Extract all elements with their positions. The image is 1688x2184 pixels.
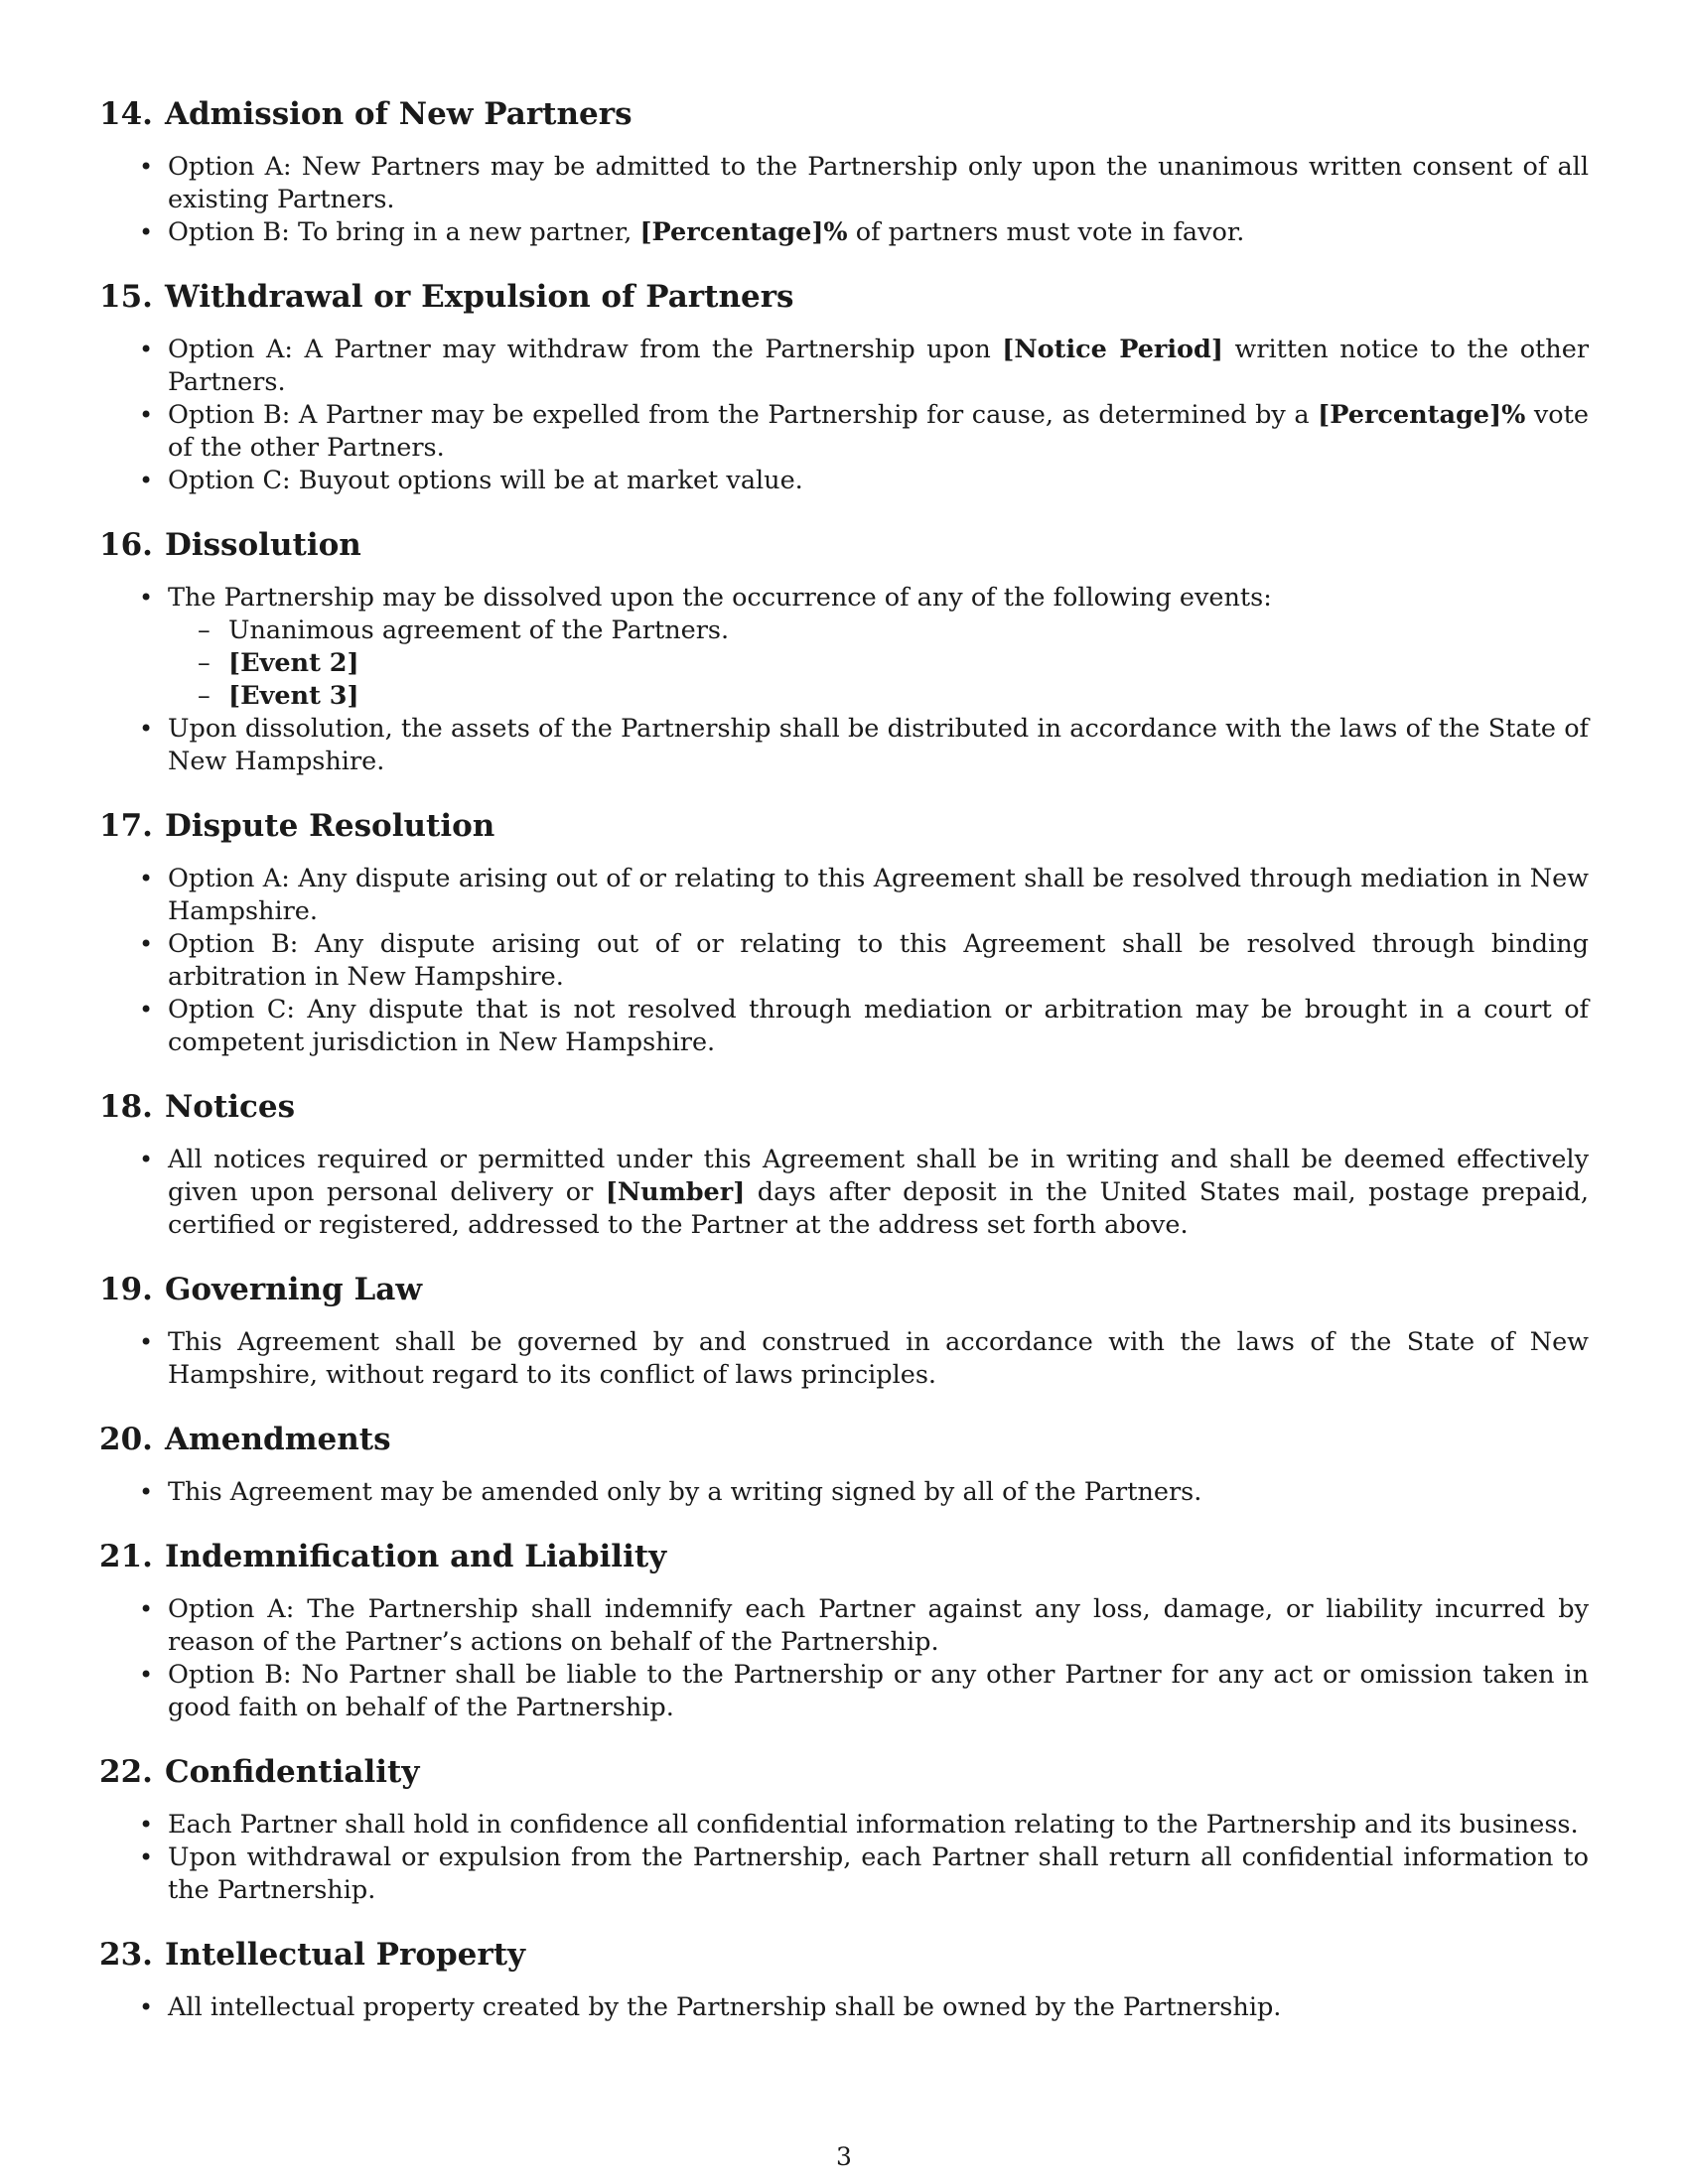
- list-item: [99, 1144, 1589, 1242]
- page-number: 3: [836, 2142, 852, 2171]
- list-item: [99, 713, 1589, 778]
- section-title: Notices: [164, 1089, 296, 1125]
- text-run: Option B: To bring in a new partner,: [168, 217, 640, 247]
- section-title: Admission of New Partners: [164, 96, 633, 132]
- section-title: Indemnification and Liability: [164, 1539, 667, 1574]
- sub-list-item: [168, 614, 1589, 647]
- text-run: Option B: Any dispute arising out of or relating to this Agreement shall be resolved through binding arbitration in New Hampshire.: [168, 929, 1589, 992]
- text-run: Option A: The Partnership shall indemnify each Partner against any loss, damage, or liability incurred by reason of the Partner’s actions on behalf of the Partnership.: [168, 1594, 1589, 1657]
- section-heading: [99, 94, 1589, 134]
- placeholder-field: [Event 3]: [228, 681, 359, 711]
- list-item: [99, 399, 1589, 465]
- text-run: Upon withdrawal or expulsion from the Partnership, each Partner shall return all confidential information to the Partnership.: [168, 1843, 1589, 1905]
- list-item: [99, 1809, 1589, 1842]
- sub-list-item: [168, 647, 1589, 680]
- section: [99, 1537, 1589, 1724]
- section-heading: [99, 525, 1589, 565]
- text-run: All intellectual property created by the Partnership shall be owned by the Partnership.: [168, 1992, 1282, 2022]
- list-item: [99, 863, 1589, 928]
- placeholder-field: [Number]: [605, 1177, 746, 1207]
- text-run: Option B: A Partner may be expelled from the Partnership for cause, as determined by a: [168, 400, 1319, 430]
- list-item: [99, 1593, 1589, 1659]
- list-item: [99, 1326, 1589, 1392]
- bullet-list: [99, 151, 1589, 249]
- text-run: This Agreement shall be governed by and construed in accordance with the laws of the State of New Hampshire, without regard to its conflict of laws principles.: [168, 1327, 1589, 1390]
- placeholder-field: [Notice Period]: [1002, 335, 1223, 364]
- section-title: Dispute Resolution: [164, 808, 495, 844]
- section-title: Dissolution: [164, 527, 361, 563]
- sub-list-item: [168, 680, 1589, 713]
- section-heading: [99, 1420, 1589, 1459]
- text-run: Unanimous agreement of the Partners.: [228, 615, 730, 645]
- bullet-list: [99, 1144, 1589, 1242]
- section-title: Withdrawal or Expulsion of Partners: [164, 279, 794, 315]
- list-item: [99, 1476, 1589, 1509]
- section-heading: [99, 1752, 1589, 1792]
- section-number: 15.: [99, 279, 153, 315]
- bullet-list: [99, 863, 1589, 1059]
- bullet-list: [99, 1476, 1589, 1509]
- list-item: [99, 994, 1589, 1059]
- section: [99, 1935, 1589, 2024]
- section-number: 23.: [99, 1937, 153, 1973]
- text-run: This Agreement may be amended only by a writing signed by all of the Partners.: [168, 1477, 1202, 1507]
- list-item: [99, 1991, 1589, 2024]
- bullet-list: [99, 1326, 1589, 1392]
- bullet-list: [99, 1809, 1589, 1907]
- section: [99, 1087, 1589, 1242]
- bullet-list: [99, 334, 1589, 497]
- text-run: written notice to the other Partners.: [168, 335, 1590, 397]
- sub-list: [168, 614, 1589, 713]
- text-run: days after deposit in the United States mail, postage prepaid, certified or registered, addressed to the Partner at the address set forth above.: [168, 1177, 1589, 1240]
- list-item: [99, 928, 1589, 994]
- text-run: of partners must vote in favor.: [847, 217, 1245, 247]
- section-number: 19.: [99, 1272, 153, 1307]
- text-run: Option A: A Partner may withdraw from the Partnership upon: [168, 335, 1003, 364]
- section-title: Intellectual Property: [164, 1937, 526, 1973]
- section-number: 20.: [99, 1422, 153, 1457]
- section-heading: [99, 1087, 1589, 1127]
- list-item: [99, 465, 1589, 497]
- text-run: vote of the other Partners.: [168, 400, 1589, 463]
- text-run: Each Partner shall hold in confidence all confidential information relating to the Partnership and its business.: [168, 1810, 1579, 1840]
- text-run: Option C: Buyout options will be at market value.: [168, 466, 803, 495]
- document-body: [99, 94, 1589, 2052]
- list-item: [99, 216, 1589, 249]
- list-item: [99, 1659, 1589, 1724]
- bullet-list: [99, 1991, 1589, 2024]
- section-heading: [99, 1270, 1589, 1309]
- section-heading: [99, 806, 1589, 846]
- section: [99, 94, 1589, 249]
- section: [99, 1752, 1589, 1907]
- text-run: Option A: Any dispute arising out of or relating to this Agreement shall be resolved through mediation in New Hampshire.: [168, 864, 1589, 926]
- section-title: Governing Law: [164, 1272, 423, 1307]
- section-heading: [99, 1935, 1589, 1975]
- section-number: 14.: [99, 96, 153, 132]
- bullet-list: [99, 582, 1589, 778]
- placeholder-field: [Percentage]%: [1318, 400, 1526, 430]
- text-run: Option A: New Partners may be admitted to the Partnership only upon the unanimous written consent of all existing Partners.: [168, 152, 1589, 214]
- section-heading: [99, 277, 1589, 317]
- placeholder-field: [Event 2]: [228, 648, 359, 678]
- section-number: 21.: [99, 1539, 153, 1574]
- section-number: 16.: [99, 527, 153, 563]
- text-run: Option B: No Partner shall be liable to the Partnership or any other Partner for any act or omission taken in good faith on behalf of the Partnership.: [168, 1660, 1589, 1722]
- section: [99, 525, 1589, 778]
- section: [99, 1270, 1589, 1392]
- section: [99, 806, 1589, 1059]
- section-title: Amendments: [164, 1422, 391, 1457]
- text-run: The Partnership may be dissolved upon the occurrence of any of the following events:: [168, 583, 1272, 613]
- section: [99, 277, 1589, 497]
- text-run: Upon dissolution, the assets of the Partnership shall be distributed in accordance with the laws of the State of New Hampshire.: [168, 714, 1589, 776]
- text-run: Option C: Any dispute that is not resolved through mediation or arbitration may be brought in a court of competent jurisdiction in New Hampshire.: [168, 995, 1589, 1057]
- section-title: Confidentiality: [164, 1754, 420, 1790]
- section-number: 18.: [99, 1089, 153, 1125]
- list-item: [99, 1842, 1589, 1907]
- list-item: [99, 334, 1589, 399]
- list-item: [99, 151, 1589, 216]
- section-heading: [99, 1537, 1589, 1576]
- list-item: [99, 582, 1589, 713]
- text-run: All notices required or permitted under this Agreement shall be in writing and shall be deemed effectively given upon personal delivery or: [168, 1145, 1589, 1207]
- section: [99, 1420, 1589, 1509]
- placeholder-field: [Percentage]%: [639, 217, 848, 247]
- section-number: 22.: [99, 1754, 153, 1790]
- section-number: 17.: [99, 808, 153, 844]
- bullet-list: [99, 1593, 1589, 1724]
